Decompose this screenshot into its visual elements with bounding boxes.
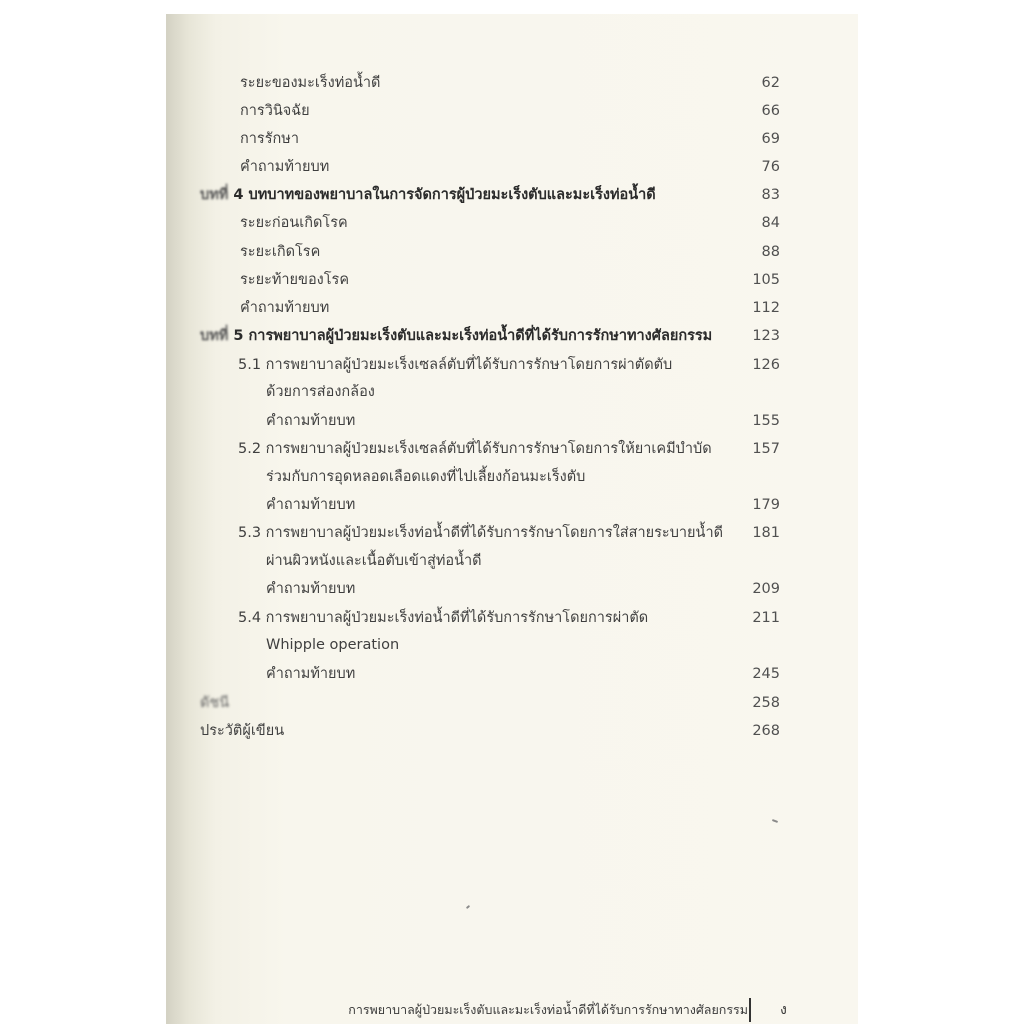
toc-page-number: 245: [752, 666, 780, 682]
toc-page-number: 179: [752, 497, 780, 513]
toc-entry: [166, 576, 858, 602]
toc-entry-title: 5.1 การพยาบาลผู้ป่วยมะเร็งเซลล์ตับที่ได้รับการรักษาโดยการผ่าตัดตับ: [238, 357, 673, 373]
toc-chapter-title: บทที่ 5 การพยาบาลผู้ป่วยมะเร็งตับและมะเร็งท่อน้ำดีที่ได้รับการรักษาทางศัลยกรรม: [200, 328, 713, 344]
toc-entry-continued: [166, 632, 858, 658]
toc-author: [166, 718, 858, 744]
toc-page-number: 69: [761, 131, 780, 147]
toc-entry: [166, 436, 858, 462]
toc-entry: [166, 267, 858, 293]
scan-speck: [772, 819, 778, 823]
toc-page-number: 112: [752, 300, 780, 316]
book-page: [166, 14, 858, 1024]
toc-entry-title: คำถามท้ายบท: [266, 666, 356, 682]
toc-entry-title: ประวัติผู้เขียน: [200, 723, 285, 739]
toc-entry-title: การวินิจฉัย: [240, 103, 310, 119]
toc-page-number: 181: [752, 525, 780, 541]
toc-entry: [166, 520, 858, 546]
toc-entry-continued: [166, 548, 858, 574]
toc-page-number: 84: [761, 215, 780, 231]
toc-chapter-title: บทที่ 4 บทบาทของพยาบาลในการจัดการผู้ป่วยมะเร็งตับและมะเร็งท่อน้ำดี: [200, 187, 656, 203]
toc-entry-title: ร่วมกับการอุดหลอดเลือดแดงที่ไปเลี้ยงก้อนมะเร็งตับ: [266, 469, 586, 485]
toc-entry-title: การรักษา: [240, 131, 299, 147]
toc-page-number: 88: [761, 244, 780, 260]
toc-entry: [166, 352, 858, 378]
toc-page-number: 268: [752, 723, 780, 739]
toc-page-number: 105: [752, 272, 780, 288]
toc-entry-title: คำถามท้ายบท: [240, 300, 330, 316]
toc-entry: [166, 295, 858, 321]
toc-entry-title: คำถามท้ายบท: [266, 413, 356, 429]
toc-entry-title: คำถามท้ายบท: [266, 497, 356, 513]
toc-page-number: 209: [752, 581, 780, 597]
toc-entry-title: ระยะเกิดโรค: [240, 244, 321, 260]
toc-chapter: [166, 182, 858, 208]
toc-entry-title: ด้วยการส่องกล้อง: [266, 384, 375, 400]
page-number: ง: [780, 1002, 787, 1018]
toc-entry-title: 5.3 การพยาบาลผู้ป่วยมะเร็งท่อน้ำดีที่ได้รับการรักษาโดยการใส่สายระบายน้ำดี: [238, 525, 724, 541]
toc-entry-title: 5.4 การพยาบาลผู้ป่วยมะเร็งท่อน้ำดีที่ได้รับการรักษาโดยการผ่าตัด: [238, 610, 649, 626]
toc-page-number: 157: [752, 441, 780, 457]
toc-page-number: 83: [761, 187, 780, 203]
toc-entry: [166, 154, 858, 180]
toc-entry-title: ดัชนี: [200, 695, 230, 711]
page-footer: [166, 996, 858, 1022]
toc-page-number: 76: [761, 159, 780, 175]
toc-page-number: 258: [752, 695, 780, 711]
toc-entry-title: คำถามท้ายบท: [240, 159, 330, 175]
toc-page-number: 62: [761, 75, 780, 91]
running-title: การพยาบาลผู้ป่วยมะเร็งตับและมะเร็งท่อน้ำดีที่ได้รับการรักษาทางศัลยกรรม: [348, 1002, 748, 1017]
toc-page-number: 155: [752, 413, 780, 429]
toc-chapter: [166, 323, 858, 349]
chapter-prefix: บทที่: [200, 187, 229, 203]
toc-page-number: 66: [761, 103, 780, 119]
toc-page-number: 123: [752, 328, 780, 344]
toc-entry: [166, 492, 858, 518]
toc-entry-continued: [166, 464, 858, 490]
toc-entry-continued: [166, 379, 858, 405]
toc-entry: [166, 70, 858, 96]
scan-speck: [466, 905, 470, 909]
toc-entry-title: ระยะท้ายของโรค: [240, 272, 350, 288]
chapter-prefix: บทที่: [200, 328, 229, 344]
toc-entry: [166, 661, 858, 687]
toc-page-number: 211: [752, 610, 780, 626]
toc-entry-title: คำถามท้ายบท: [266, 581, 356, 597]
toc-entry: [166, 98, 858, 124]
toc-index: [166, 690, 858, 716]
toc-entry-title: ผ่านผิวหนังและเนื้อตับเข้าสู่ท่อน้ำดี: [266, 553, 482, 569]
toc-entry: [166, 210, 858, 236]
toc-entry: [166, 239, 858, 265]
toc-entry-title: Whipple operation: [266, 637, 400, 653]
toc-entry-title: ระยะของมะเร็งท่อน้ำดี: [240, 75, 381, 91]
toc-entry: [166, 605, 858, 631]
toc-entry-title: 5.2 การพยาบาลผู้ป่วยมะเร็งเซลล์ตับที่ได้รับการรักษาโดยการให้ยาเคมีบำบัด: [238, 441, 712, 457]
toc-page-number: 126: [752, 357, 780, 373]
toc-entry-title: ระยะก่อนเกิดโรค: [240, 215, 348, 231]
toc-entry: [166, 126, 858, 152]
footer-divider: [749, 998, 751, 1022]
toc-entry: [166, 408, 858, 434]
